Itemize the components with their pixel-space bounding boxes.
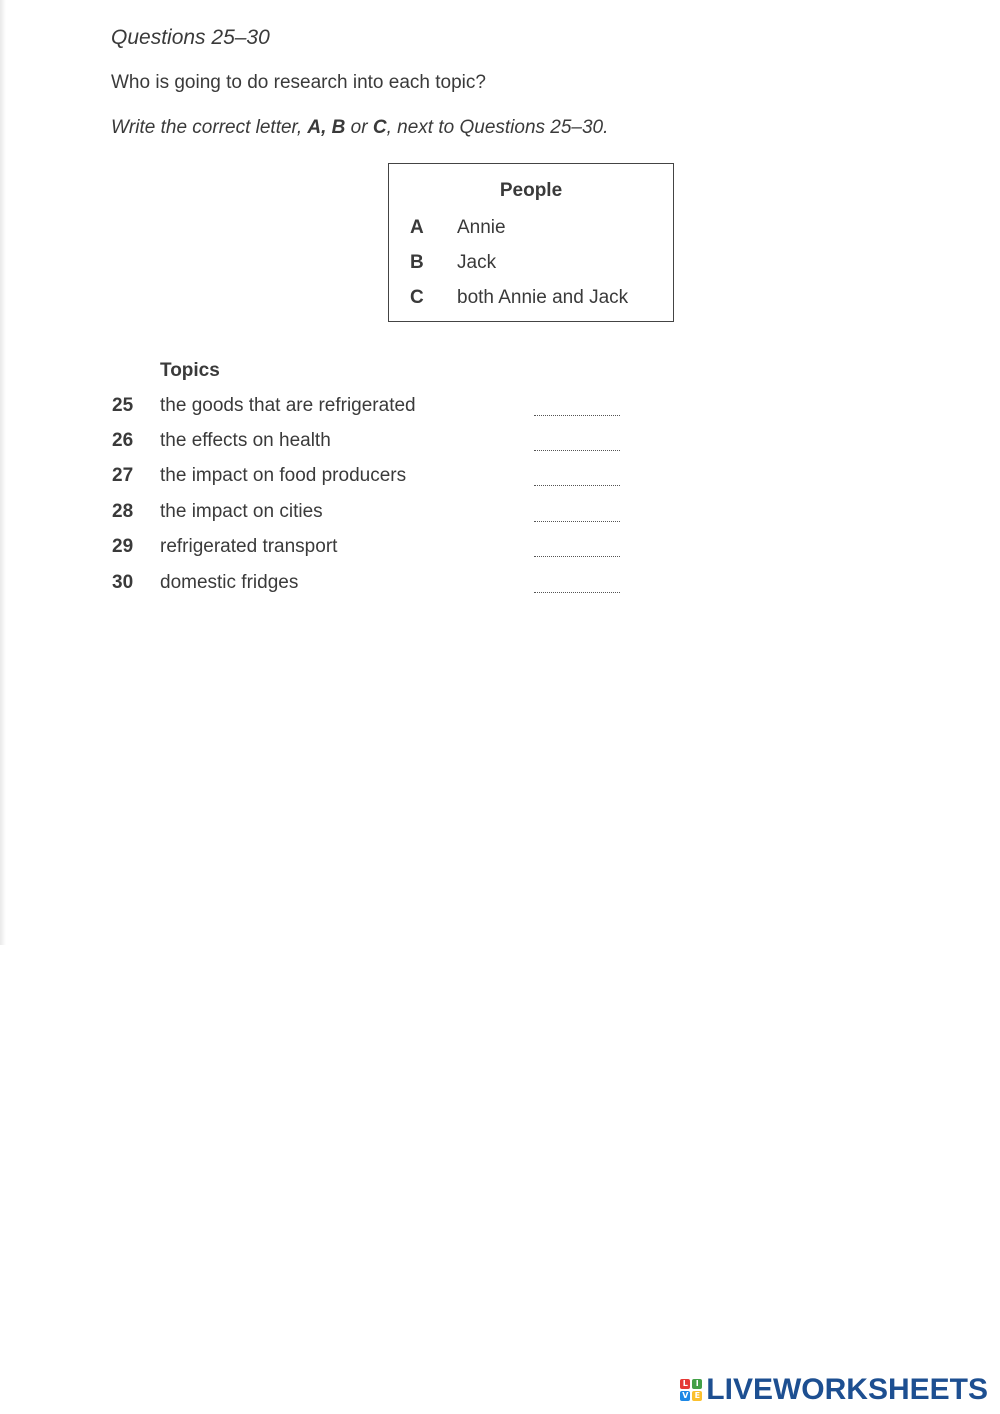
topic-row-26 [112, 430, 632, 456]
questions-heading: Questions 25–30 [111, 26, 270, 49]
topic-row-25 [112, 395, 632, 421]
topic-text: the effects on health [160, 430, 331, 451]
option-letter: C [410, 287, 424, 308]
question-number: 26 [112, 430, 134, 451]
question-prompt: Who is going to do research into each topic? [111, 72, 486, 93]
question-number: 28 [112, 501, 134, 522]
topic-text: the impact on food producers [160, 465, 407, 486]
topic-row-27 [112, 465, 632, 491]
question-number: 25 [112, 395, 134, 416]
option-letter: B [410, 252, 424, 273]
topics-title: Topics [160, 360, 220, 381]
answer-blank-30[interactable] [534, 572, 620, 593]
instruction-part: or [345, 117, 373, 138]
topic-row-29 [112, 536, 632, 562]
instruction-part: Write the correct letter, [111, 117, 308, 138]
answer-blank-26[interactable] [534, 430, 620, 451]
topic-row-30 [112, 572, 632, 598]
answer-blank-25[interactable] [534, 395, 620, 416]
logo-tile-i: I [692, 1379, 702, 1389]
instruction-text [111, 117, 608, 139]
instruction-letter-c: C [372, 117, 387, 138]
people-title: People [499, 180, 563, 201]
answer-blank-27[interactable] [534, 465, 620, 486]
logo-text: LIVEWORKSHEETS [706, 1373, 988, 1406]
option-name: Annie [457, 217, 506, 238]
topic-text: domestic fridges [160, 572, 299, 593]
answer-blank-29[interactable] [534, 536, 620, 557]
answer-blank-28[interactable] [534, 501, 620, 522]
logo-tile-l: L [680, 1379, 690, 1389]
instruction-part: , next to Questions 25–30. [386, 117, 609, 138]
topic-text: the goods that are refrigerated [160, 395, 416, 416]
option-letter: A [410, 217, 424, 238]
instruction-letters: A, B [307, 117, 346, 138]
logo-tile-e: E [692, 1391, 702, 1401]
question-number: 29 [112, 536, 134, 557]
topic-text: the impact on cities [160, 501, 323, 522]
scan-edge-shadow [0, 0, 6, 945]
question-number: 30 [112, 572, 134, 593]
logo-tile-v: V [682, 1391, 689, 1400]
people-box [388, 163, 674, 322]
topic-row-28 [112, 501, 632, 527]
logo-mark-icon [680, 1379, 702, 1401]
question-number: 27 [112, 465, 134, 486]
topic-text: refrigerated transport [160, 536, 338, 557]
option-name: Jack [457, 252, 497, 273]
liveworksheets-logo[interactable] [680, 1374, 988, 1406]
option-name: both Annie and Jack [457, 287, 629, 308]
